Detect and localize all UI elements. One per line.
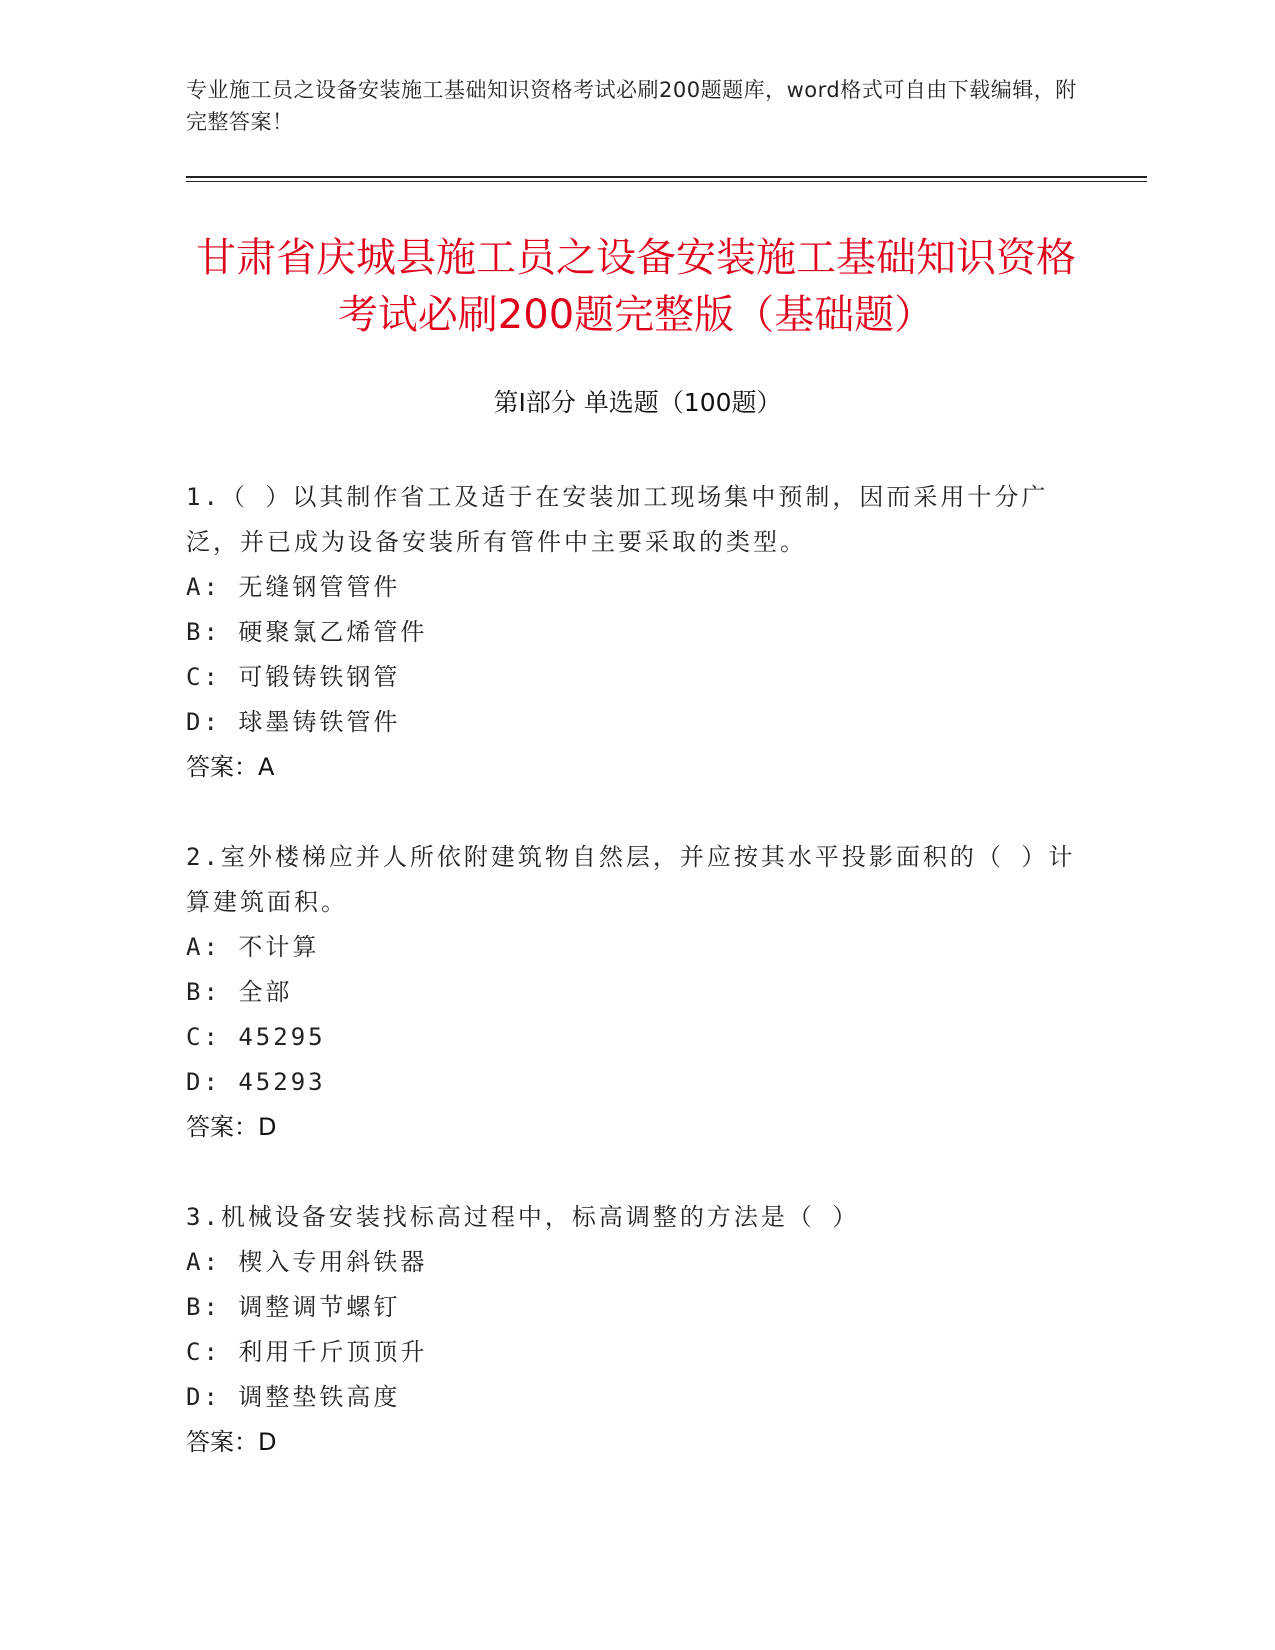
question-stem: 3.机械设备安装找标高过程中，标高调整的方法是（ ） [186,1203,860,1231]
answer: 答案：D [186,1113,277,1141]
option-a: A: 无缝钢管管件 [186,573,401,601]
question-1 [186,475,1086,790]
option-c: C: 利用千斤顶顶升 [186,1338,428,1366]
option-b: B: 全部 [186,978,293,1006]
question-2 [186,835,1086,1150]
answer: 答案：D [186,1428,277,1456]
option-d: D: 45293 [186,1068,326,1096]
answer: 答案：A [186,753,275,781]
option-a: A: 不计算 [186,933,320,961]
section-title: 第I部分 单选题（100题） [493,388,782,417]
header-note: 专业施工员之设备安装施工基础知识资格考试必刷200题题库，word格式可自由下载编辑，附完整答案！ [186,78,1077,134]
header-divider-thick [186,176,1147,178]
question-list [186,475,1086,1510]
question-stem: 1.（ ）以其制作省工及适于在安装加工现场集中预制，因而采用十分广泛，并已成为设备安装所有管件中主要采取的类型。 [186,483,1049,556]
option-b: B: 硬聚氯乙烯管件 [186,618,428,646]
document-title: 甘肃省庆城县施工员之设备安装施工基础知识资格考试必刷200题完整版（基础题） [196,235,1076,338]
option-c: C: 45295 [186,1023,326,1051]
option-b: B: 调整调节螺钉 [186,1293,401,1321]
header-divider-thin [186,181,1147,182]
question-stem: 2.室外楼梯应并人所依附建筑物自然层，并应按其水平投影面积的（ ）计算建筑面积。 [186,843,1076,916]
option-a: A: 楔入专用斜铁器 [186,1248,428,1276]
option-d: D: 调整垫铁高度 [186,1383,401,1411]
option-d: D: 球墨铸铁管件 [186,708,401,736]
option-c: C: 可锻铸铁钢管 [186,663,401,691]
question-3 [186,1195,1086,1465]
